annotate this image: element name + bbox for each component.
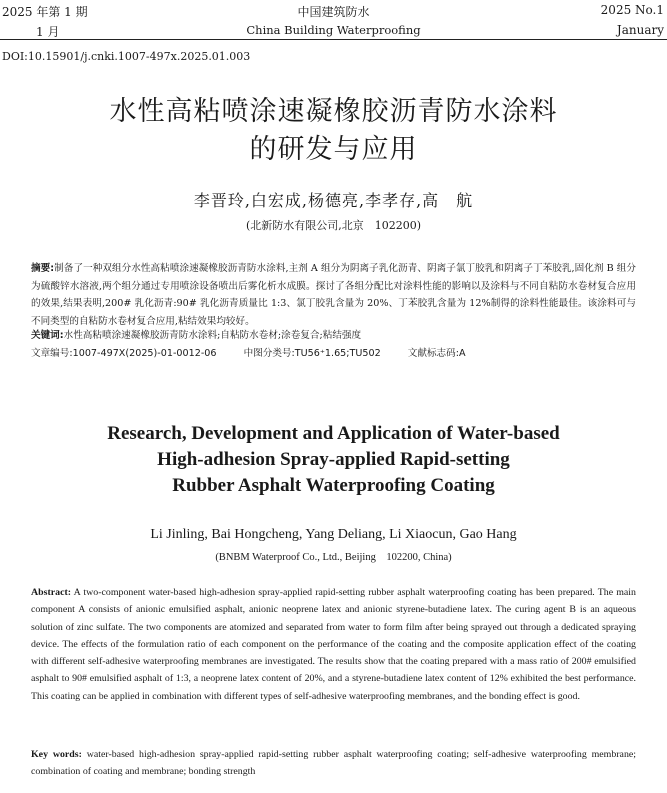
- doi[interactable]: DOI:10.15901/j.cnki.1007-497x.2025.01.003: [2, 50, 251, 63]
- header-month-en: January: [616, 23, 664, 37]
- cn-title-line2: 的研发与应用: [249, 134, 418, 165]
- en-authors: Li Jinling, Bai Hongcheng, Yang Deliang, Li Xiaocun, Gao Hang: [150, 527, 517, 542]
- header-divider: [0, 39, 667, 40]
- en-affiliation: (BNBM Waterproof Co., Ltd., Beijing 102200, China): [215, 552, 452, 563]
- cn-authors: 李晋玲,白宏成,杨德亮,李孝存,高 航: [193, 191, 474, 210]
- cn-affiliation: (北新防水有限公司,北京 102200): [245, 219, 422, 232]
- header-journal-en: China Building Waterproofing: [246, 23, 421, 37]
- en-keywords: [31, 746, 636, 781]
- cn-keywords: [31, 327, 636, 345]
- en-abstract: [31, 584, 636, 705]
- article-number: 文章编号:1007-497X(2025)-01-0012-06: [31, 348, 217, 359]
- en-keywords-text: water-based high-adhesion spray-applied rapid-setting rubber asphalt waterproofing coating; self-adhesive waterproofing membrane; combination of coating and membrane; bonding strength: [31, 749, 637, 778]
- en-title-line3: Rubber Asphalt Waterproofing Coating: [172, 475, 495, 496]
- cn-abstract-label: 摘要:: [31, 263, 55, 274]
- en-title-line1: Research, Development and Application of Water-based: [107, 423, 560, 444]
- cn-keywords-label: 关键词:: [31, 330, 64, 341]
- cn-article-meta: [31, 345, 636, 363]
- en-abstract-text: A two-component water-based high-adhesion spray-applied rapid-setting rubber asphalt waterproofing coating has been prepared. The main component A consists of anionic emulsified asphalt, anionic neoprene latex and anionic styrene-butadiene latex. The curing agent B is an aqueous solution of zinc sulfate. The two components are atomized and separated from water to form film after being sprayed out through a dedicated spraying device. The effects of the formulation ratio of each component on the performance of the coating and the composite application effect of the coating with different self-adhesive waterproofing membranes are investigated. The results show that the coating prepared with a mass ratio of 200# emulsified asphalt to 90# emulsified asphalt of 1:3, a neoprene latex content of 20%, and a styrene-butadiene latex content of 12% exhibited the best performance. This coating can be applied in combination with different types of self-adhesive waterproofing membranes, and the bonding effect is good.: [31, 587, 636, 702]
- header-month-cn: 1 月: [36, 25, 60, 39]
- header-year-issue-cn: 2025 年第 1 期: [2, 5, 88, 19]
- cn-keywords-text: 水性高粘喷涂速凝橡胶沥青防水涂料;自粘防水卷材;涂卷复合;粘结强度: [63, 330, 362, 341]
- cn-title-line1: 水性高粘喷涂速凝橡胶沥青防水涂料: [109, 96, 558, 127]
- clc-number: 中图分类号:TU56⁺1.65;TU502: [243, 348, 381, 359]
- cn-abstract: [31, 260, 636, 330]
- en-keywords-label: Key words:: [31, 749, 82, 760]
- cn-abstract-text: 制备了一种双组分水性高粘喷涂速凝橡胶沥青防水涂料,主剂 A 组分为阴离子乳化沥青、阴离子氯丁胶乳和阴离子丁苯胶乳,固化剂 B 组分为硫酸锌水溶液,两个组分通过专用喷涂设备喷出后雾化析水成膜。探讨了各组分配比对涂料性能的影响以及涂料与不同自粘防水卷材复合应用的效果,结果表明,200# 乳化沥青:90# 乳化沥青质量比 1:3、氯丁胶乳含量为 20%、丁苯胶乳含量为 12%制得的涂料性能最佳。该涂料可与不同类型的自粘防水卷材复合应用,粘结效果均较好。: [31, 263, 636, 327]
- en-abstract-label: Abstract:: [31, 587, 72, 598]
- header-journal-cn: 中国建筑防水: [297, 5, 370, 19]
- running-header: [0, 0, 667, 38]
- header-year-issue-en: 2025 No.1: [600, 3, 664, 17]
- en-title-line2: High-adhesion Spray-applied Rapid-setting: [157, 449, 510, 470]
- document-code: 文献标志码:A: [407, 348, 466, 359]
